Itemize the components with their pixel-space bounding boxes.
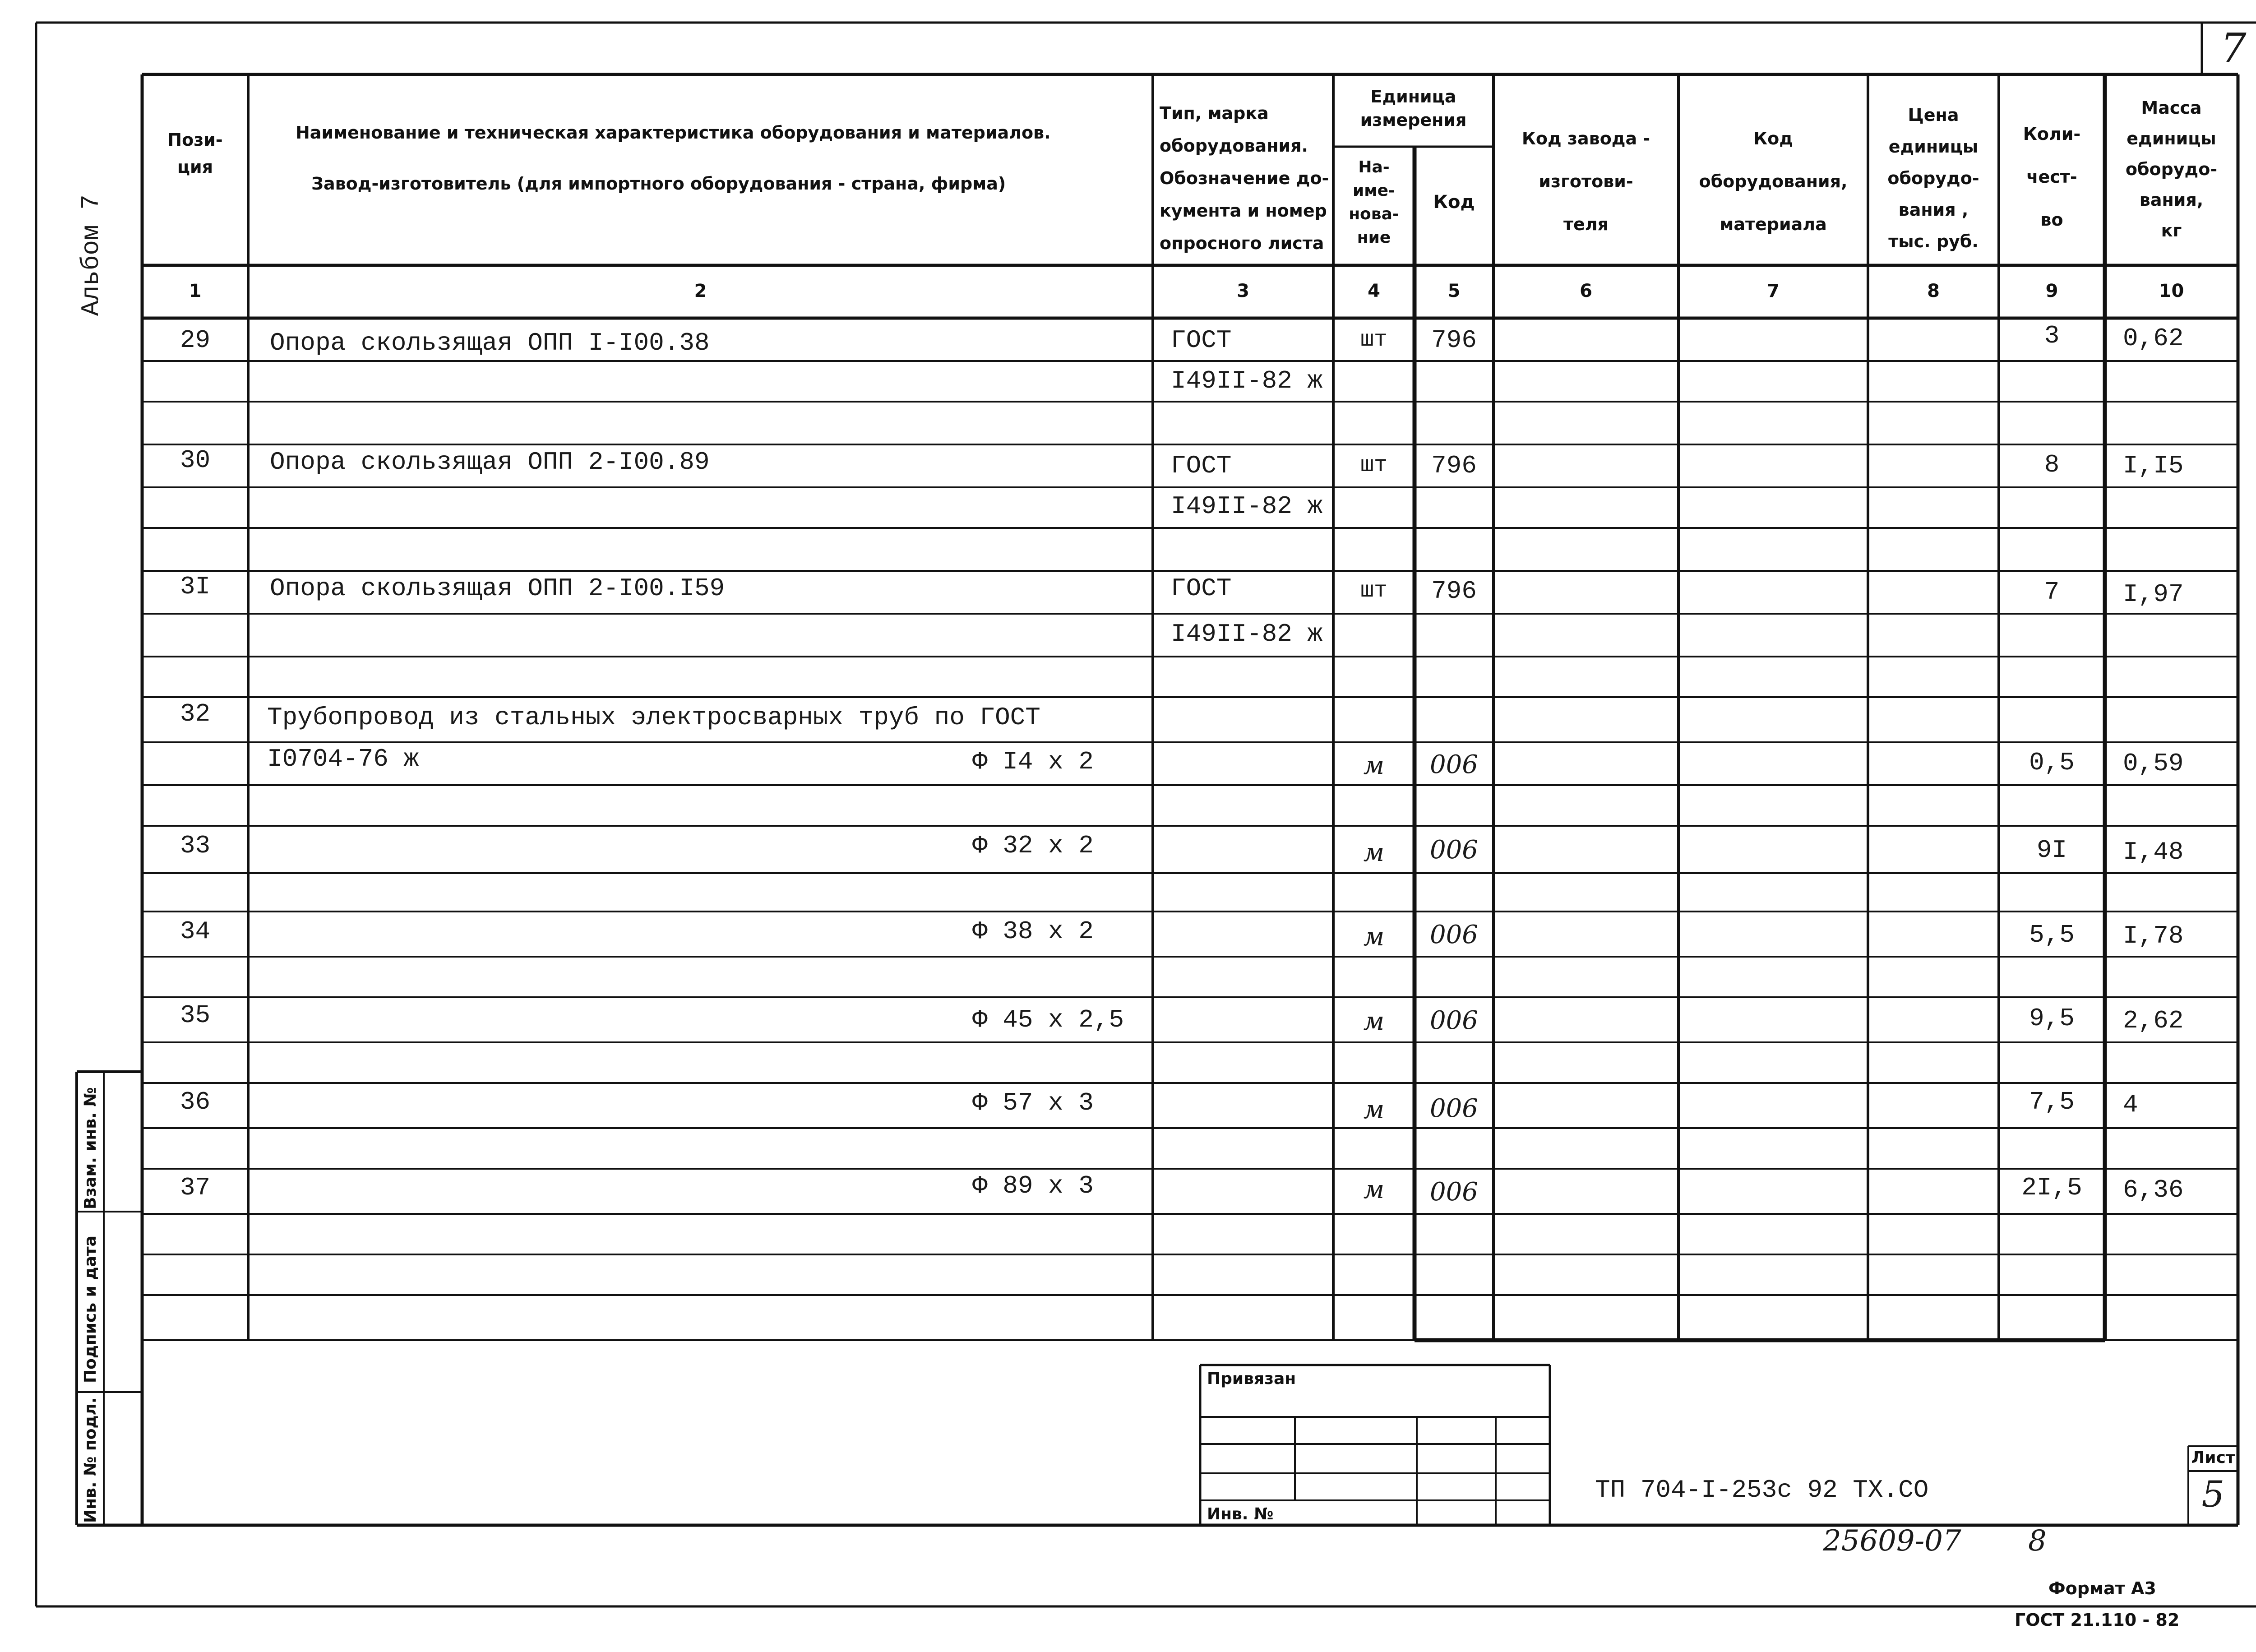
- title-block-bound-label: Привязан: [1207, 1370, 1296, 1388]
- row-type-standard: ГОСТ: [1171, 451, 1232, 480]
- stamp-signature-date: Подпись и дата: [81, 1236, 100, 1383]
- album-label: Альбом 7: [77, 194, 106, 316]
- row-position: 30: [180, 446, 211, 475]
- row-quantity: 5,5: [2029, 921, 2075, 949]
- row-pipe-size: Ф I4 х 2: [972, 747, 1094, 776]
- row-pipe-size: Ф 32 х 2: [972, 831, 1094, 860]
- row-quantity: 0,5: [2029, 748, 2075, 777]
- row-quantity: 2I,5: [2021, 1173, 2082, 1202]
- row-unit: м: [1363, 838, 1385, 867]
- row-unit-code: 796: [1431, 577, 1477, 606]
- row-pipe-size: Ф 38 х 2: [972, 917, 1094, 946]
- row-type-number: I49II-82 ж: [1171, 492, 1323, 521]
- header-equipment-code: Код оборудования, материала: [1699, 129, 1848, 234]
- column-number-4: 4: [1368, 281, 1380, 301]
- row-pipe-size: Ф 89 х 3: [972, 1171, 1094, 1200]
- row-mass: 2,62: [2123, 1006, 2184, 1035]
- row-type-number: I49II-82 ж: [1171, 366, 1323, 395]
- row-unit: м: [1363, 922, 1385, 952]
- row-quantity: 7,5: [2029, 1087, 2075, 1116]
- sheet-label: Лист: [2191, 1448, 2235, 1467]
- column-number-10: 10: [2159, 281, 2184, 301]
- row-unit: м: [1363, 1175, 1385, 1204]
- row-name: Опора скользящая ОПП 2-I00.89: [270, 448, 710, 477]
- header-name-line2: Завод-изготовитель (для импортного оборудования - страна, фирма): [311, 174, 1006, 194]
- row-quantity: 9I: [2036, 836, 2067, 865]
- row-position: 34: [180, 917, 211, 946]
- row-mass: I,97: [2123, 580, 2184, 609]
- header-unit-group: Единица измерения: [1360, 87, 1467, 130]
- header-type: Тип, марка оборудования. Обозначение до- кумента и номер опросного листа: [1160, 103, 1329, 253]
- row-position: 33: [180, 831, 211, 860]
- row-unit-code: 006: [1430, 750, 1478, 779]
- row-unit-code: 006: [1430, 920, 1478, 949]
- stamp-replaced-inventory: Взам. инв. №: [81, 1087, 100, 1209]
- row-mass: I,48: [2123, 838, 2184, 866]
- row-mass: I,78: [2123, 921, 2184, 950]
- row-unit-code: 796: [1431, 451, 1477, 480]
- archive-sheet: 8: [2028, 1524, 2047, 1558]
- row-unit: шт: [1360, 578, 1387, 604]
- document-code: ТП 704-I-253с 92 ТХ.СО: [1595, 1476, 1929, 1504]
- row-name: Опора скользящая ОПП I-I00.38: [270, 329, 710, 357]
- row-unit: шт: [1360, 327, 1387, 353]
- row-position: 36: [180, 1087, 211, 1116]
- row-quantity: 7: [2044, 578, 2060, 606]
- row-unit-code: 006: [1430, 835, 1478, 865]
- column-number-8: 8: [1927, 281, 1940, 301]
- column-number-1: 1: [189, 281, 202, 301]
- row-mass: 4: [2123, 1090, 2138, 1119]
- row-position: 32: [180, 699, 211, 728]
- paper-format: Формат А3: [2048, 1578, 2156, 1598]
- header-position: Пози- ция: [167, 130, 223, 177]
- row-name: Трубопровод из стальных электросварных труб по ГОСТ: [267, 703, 1040, 732]
- header-price: Цена единицы оборудо- вания , тыс. руб.: [1887, 105, 1979, 251]
- row-unit: м: [1363, 751, 1385, 780]
- row-mass: 6,36: [2123, 1175, 2184, 1204]
- header-unit-name: На- име- нова- ние: [1349, 158, 1399, 247]
- row-type-standard: ГОСТ: [1171, 326, 1232, 355]
- row-unit: м: [1363, 1007, 1385, 1036]
- row-position: 35: [180, 1001, 211, 1030]
- row-position: 29: [180, 326, 211, 355]
- row-unit-code: 796: [1431, 326, 1477, 355]
- column-number-9: 9: [2045, 281, 2058, 301]
- row-unit-code: 006: [1430, 1006, 1478, 1035]
- column-number-2: 2: [694, 281, 707, 301]
- row-pipe-size: Ф 45 х 2,5: [972, 1005, 1124, 1034]
- row-unit-code: 006: [1430, 1094, 1478, 1123]
- row-mass: 0,59: [2123, 749, 2184, 778]
- row-quantity: 8: [2044, 450, 2060, 479]
- row-position: 37: [180, 1173, 211, 1202]
- row-mass: I,I5: [2123, 451, 2184, 480]
- row-quantity: 3: [2044, 321, 2060, 350]
- column-number-5: 5: [1447, 281, 1461, 301]
- header-factory-code: Код завода - изготови- теля: [1521, 129, 1650, 234]
- title-block-inventory-label: Инв. №: [1207, 1505, 1274, 1523]
- header-mass: Масса единицы оборудо- вания, кг: [2125, 98, 2218, 241]
- sheet-number: 5: [2201, 1473, 2225, 1515]
- row-type-standard: ГОСТ: [1171, 574, 1232, 603]
- row-unit-code: 006: [1430, 1177, 1478, 1207]
- row-mass: 0,62: [2123, 324, 2184, 353]
- row-unit: шт: [1360, 453, 1387, 478]
- stamp-original-inventory: Инв. № подл.: [81, 1397, 100, 1523]
- row-pipe-size: Ф 57 х 3: [972, 1088, 1094, 1117]
- row-type-number: I49II-82 ж: [1171, 620, 1323, 648]
- corner-page-number: 7: [2220, 25, 2247, 72]
- column-number-6: 6: [1580, 281, 1592, 301]
- column-number-7: 7: [1767, 281, 1780, 301]
- column-number-3: 3: [1237, 281, 1249, 301]
- archive-number: 25609-07: [1823, 1524, 1961, 1558]
- row-unit: м: [1363, 1095, 1385, 1124]
- header-unit-code: Код: [1433, 192, 1475, 213]
- row-position: 3I: [180, 572, 211, 601]
- form-standard: ГОСТ 21.110 - 82: [2015, 1610, 2180, 1630]
- row-name: Опора скользящая ОПП 2-I00.I59: [270, 574, 725, 603]
- header-quantity: Коли- чест- во: [2023, 124, 2081, 230]
- header-name-line1: Наименование и техническая характеристика оборудования и материалов.: [296, 123, 1051, 143]
- row-name-continued: I0704-76 ж: [267, 745, 419, 773]
- row-quantity: 9,5: [2029, 1004, 2075, 1033]
